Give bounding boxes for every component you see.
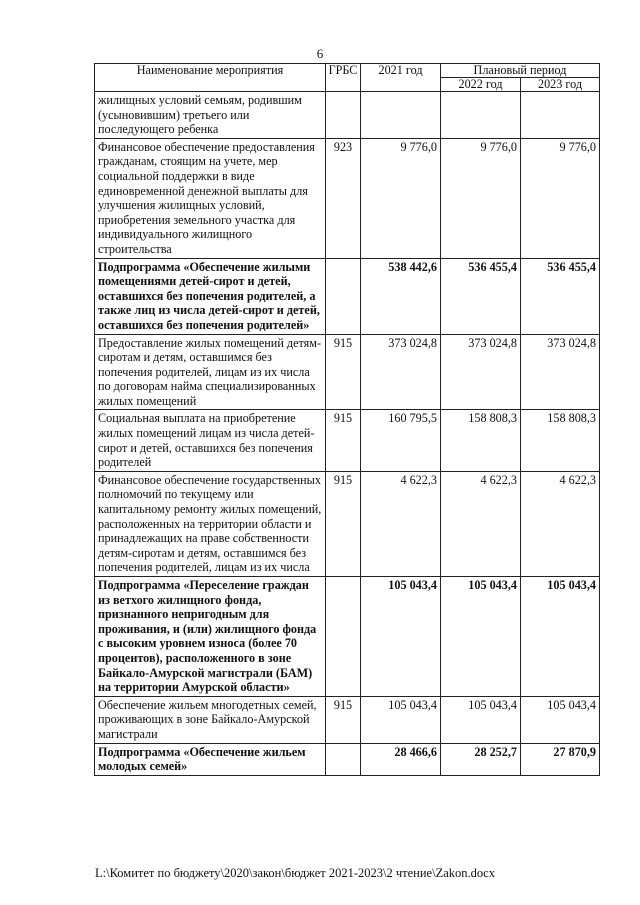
footer-file-path: L:\Комитет по бюджету\2020\закон\бюджет 2021-2023\2 чтение\Zakon.docx (95, 866, 495, 880)
row-2021-cell: 9 776,0 (361, 138, 441, 258)
header-2022: 2022 год (441, 78, 521, 92)
row-name-cell: Подпрограмма «Обеспечение жильем молодых семей» (95, 743, 326, 775)
table-row (95, 471, 600, 576)
row-grbs-cell (326, 743, 361, 775)
table-row (95, 138, 600, 258)
row-2023-cell: 9 776,0 (521, 138, 600, 258)
row-2023-cell: 27 870,9 (521, 743, 600, 775)
table-row (95, 743, 600, 775)
row-2022-cell: 158 808,3 (441, 410, 521, 471)
row-2022-cell: 105 043,4 (441, 577, 521, 697)
row-2023-cell: 105 043,4 (521, 577, 600, 697)
row-2023-cell: 158 808,3 (521, 410, 600, 471)
row-2022-cell: 4 622,3 (441, 471, 521, 576)
header-grbs: ГРБС (326, 64, 361, 92)
row-name-cell: Подпрограмма «Обеспечение жилыми помещениями детей-сирот и детей, оставшихся без попечения родителей, а также лиц из числа детей-сирот и детей, оставшихся без попечения родителей» (95, 258, 326, 334)
row-2022-cell: 105 043,4 (441, 696, 521, 743)
row-name-cell: Финансовое обеспечение предоставления гражданам, стоящим на учете, мер социальной поддержки в виде единовременной денежной выплаты для улучшения жилищных условий, приобретения земельного участка для индивидуального жилищного строительства (95, 138, 326, 258)
row-2021-cell: 105 043,4 (361, 577, 441, 697)
header-2023: 2023 год (521, 78, 600, 92)
row-grbs-cell (326, 258, 361, 334)
header-2021: 2021 год (361, 64, 441, 92)
row-2022-cell (441, 92, 521, 139)
row-name-cell: Обеспечение жильем многодетных семей, проживающих в зоне Байкало-Амурской магистрали (95, 696, 326, 743)
row-grbs-cell (326, 92, 361, 139)
row-grbs-cell: 915 (326, 696, 361, 743)
row-2023-cell (521, 92, 600, 139)
table-row (95, 92, 600, 139)
row-2021-cell: 28 466,6 (361, 743, 441, 775)
table-row (95, 410, 600, 471)
row-grbs-cell (326, 577, 361, 697)
header-plan: Плановый период (441, 64, 600, 78)
row-name-cell: Финансовое обеспечение государственных полномочий по текущему или капитальному ремонту жилых помещений, расположенных на территории области и принадлежащих на праве собственности детям-сиротам и детям, оставшимся без попечения родителей, лицам из их числа (95, 471, 326, 576)
row-grbs-cell: 915 (326, 471, 361, 576)
row-grbs-cell: 923 (326, 138, 361, 258)
table-row (95, 334, 600, 410)
row-name-cell: Социальная выплата на приобретение жилых помещений лицам из числа детей-сирот и детей, оставшихся без попечения родителей (95, 410, 326, 471)
header-name: Наименование мероприятия (95, 64, 326, 92)
table-row (95, 258, 600, 334)
row-2023-cell: 373 024,8 (521, 334, 600, 410)
row-2022-cell: 9 776,0 (441, 138, 521, 258)
row-2022-cell: 536 455,4 (441, 258, 521, 334)
row-2021-cell: 4 622,3 (361, 471, 441, 576)
budget-table (94, 63, 600, 776)
table-body (95, 92, 600, 776)
row-2021-cell: 538 442,6 (361, 258, 441, 334)
table-row (95, 577, 600, 697)
row-name-cell: Подпрограмма «Переселение граждан из ветхого жилищного фонда, признанного непригодным для проживания, и (или) жилищного фонда с высоким уровнем износа (более 70 процентов), расположенного в зоне Байкало-Амурской магистрали (БАМ) на территории Амурской области» (95, 577, 326, 697)
row-2021-cell: 373 024,8 (361, 334, 441, 410)
row-2022-cell: 28 252,7 (441, 743, 521, 775)
row-name-cell: Предоставление жилых помещений детям-сиротам и детям, оставшимся без попечения родителей, лицам из их числа по договорам найма специализированных жилых помещений (95, 334, 326, 410)
row-2021-cell: 105 043,4 (361, 696, 441, 743)
row-grbs-cell: 915 (326, 410, 361, 471)
row-2022-cell: 373 024,8 (441, 334, 521, 410)
row-name-cell: жилищных условий семьям, родившим (усыновившим) третьего или последующего ребенка (95, 92, 326, 139)
row-2023-cell: 4 622,3 (521, 471, 600, 576)
page-number: 6 (316, 46, 324, 61)
row-2023-cell: 536 455,4 (521, 258, 600, 334)
row-grbs-cell: 915 (326, 334, 361, 410)
row-2021-cell: 160 795,5 (361, 410, 441, 471)
row-2023-cell: 105 043,4 (521, 696, 600, 743)
table-row (95, 696, 600, 743)
row-2021-cell (361, 92, 441, 139)
